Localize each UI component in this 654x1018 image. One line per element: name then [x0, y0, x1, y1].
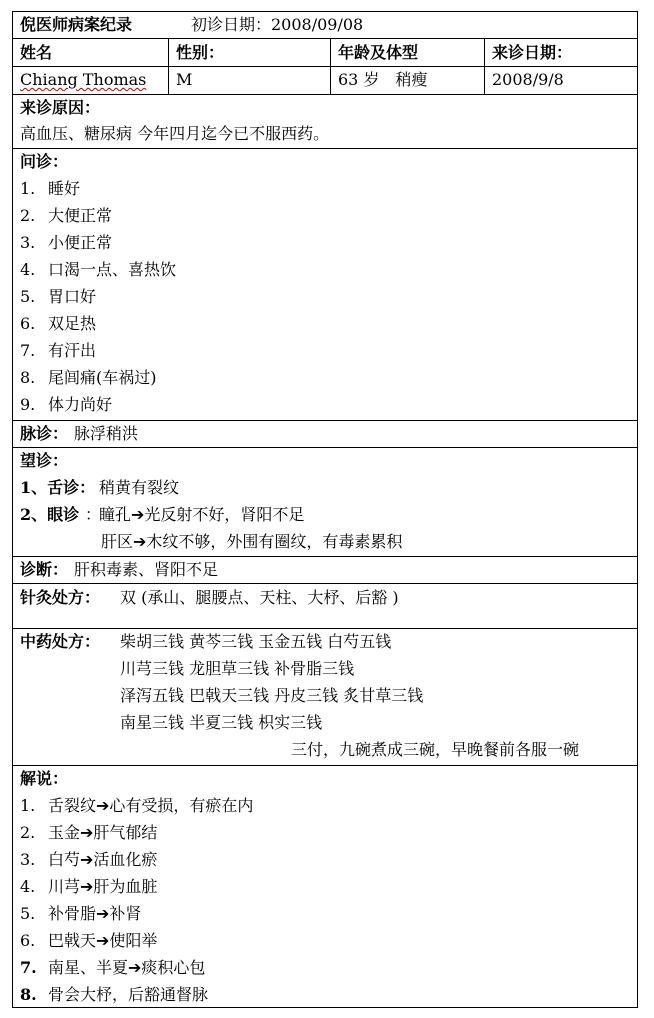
eye-line2-post: 木纹不够，外围有圈纹，有毒素累积 — [146, 532, 403, 551]
item-text — [48, 823, 157, 843]
divider — [13, 628, 637, 629]
label-name: 姓名 — [20, 43, 53, 62]
first-visit-date: 初诊日期：2008/09/08 — [191, 15, 364, 34]
item-number: 2. — [20, 823, 36, 842]
explanation-label: 解说： — [20, 769, 69, 788]
divider — [13, 148, 637, 149]
item-term: 川芎 — [48, 877, 81, 896]
herbal-instructions: 三付，九碗煮成三碗，早晚餐前各服一碗 — [291, 740, 580, 759]
item-number: 3. — [20, 233, 36, 252]
inspection-label: 望诊： — [20, 451, 69, 470]
item-number: 5. — [20, 287, 36, 306]
item-number: 4. — [20, 260, 36, 279]
item-meaning: 活血化瘀 — [93, 850, 158, 869]
divider — [13, 38, 637, 39]
item-text: 睡好 — [48, 179, 81, 198]
acupuncture-text: 双 (承山、腿腰点、天柱、大杼、后豁 ) — [120, 588, 399, 607]
reason-text: 高血压、糖尿病 今年四月迄今已不服西药。 — [20, 124, 330, 143]
diagnosis-label: 诊断： — [20, 560, 69, 579]
item-term: 巴戟天 — [48, 931, 97, 950]
diagnosis-text: 肝积毒素、肾阳不足 — [74, 560, 219, 579]
herbal-line: 川芎三钱 龙胆草三钱 补骨脂三钱 — [120, 659, 355, 678]
eye-line2-pre: 肝区 — [101, 532, 134, 551]
eye-line2 — [101, 532, 402, 552]
arrow-icon: ➔ — [131, 505, 145, 524]
medical-record — [12, 11, 638, 1008]
pulse-label: 脉诊： — [20, 424, 69, 443]
inquiry-label: 问诊： — [20, 152, 69, 171]
item-number: 7. — [20, 341, 36, 360]
item-term: 舌裂纹 — [48, 796, 97, 815]
eye-line1-post: 光反射不好，肾阳不足 — [144, 505, 305, 524]
item-text — [48, 958, 205, 978]
herbal-line: 柴胡三钱 黄芩三钱 玉金五钱 白芍五钱 — [120, 632, 392, 651]
label-visit-date: 来诊日期： — [492, 43, 573, 62]
item-number: 6. — [20, 931, 36, 950]
label-sex: 性别： — [176, 43, 225, 62]
arrow-icon: ➔ — [133, 532, 147, 551]
item-text: 小便正常 — [48, 233, 113, 252]
herbal-line: 南星三钱 半夏三钱 枳实三钱 — [120, 713, 323, 732]
item-text: 大便正常 — [48, 206, 113, 225]
divider — [13, 447, 637, 448]
item-number: 3. — [20, 850, 36, 869]
item-text: 尾闾痛(车祸过) — [48, 368, 157, 387]
herbal-line: 泽泻五钱 巴戟天三钱 丹皮三钱 炙甘草三钱 — [120, 686, 424, 705]
reason-label: 来诊原因： — [20, 98, 101, 117]
item-number: 4. — [20, 877, 36, 896]
item-number: 5. — [20, 904, 36, 923]
divider — [13, 583, 637, 584]
item-term: 补骨脂 — [48, 904, 97, 923]
patient-age-build: 63 岁 稍瘦 — [338, 70, 428, 89]
arrow-icon: ➔ — [96, 931, 110, 950]
divider — [13, 765, 637, 766]
item-number: 8. — [20, 985, 37, 1004]
record-title: 倪医师病案纪录 — [20, 15, 133, 34]
item-term: 南星、半夏 — [48, 958, 129, 977]
item-number: 2. — [20, 206, 36, 225]
item-term: 白芍 — [48, 850, 81, 869]
patient-visit-date: 2008/9/8 — [492, 70, 564, 89]
item-text: 双足热 — [48, 314, 97, 333]
eye-line1 — [99, 505, 304, 525]
item-number: 1. — [20, 179, 36, 198]
arrow-icon: ➔ — [96, 904, 110, 923]
item-text: 有汗出 — [48, 341, 97, 360]
item-text — [48, 796, 253, 816]
herbal-label: 中药处方： — [20, 632, 101, 651]
divider — [13, 66, 637, 67]
item-meaning: 肝气郁结 — [93, 823, 158, 842]
item-meaning: 心有受损，有瘀在内 — [109, 796, 254, 815]
arrow-icon: ➔ — [80, 850, 94, 869]
item-term: 玉金 — [48, 823, 81, 842]
item-text: 胃口好 — [48, 287, 97, 306]
item-number: 8. — [20, 368, 36, 387]
divider — [13, 556, 637, 557]
item-meaning: 肝为血脏 — [93, 877, 158, 896]
label-age-build: 年龄及体型 — [338, 43, 419, 62]
patient-name: Chiang Thomas — [20, 70, 147, 89]
item-text — [48, 931, 157, 951]
acupuncture-label: 针灸处方： — [20, 588, 101, 607]
eye-label: 2、眼诊 — [20, 505, 80, 524]
divider — [13, 420, 637, 421]
item-meaning: 痰积心包 — [141, 958, 206, 977]
item-text — [48, 904, 141, 924]
arrow-icon: ➔ — [80, 877, 94, 896]
arrow-icon: ➔ — [96, 796, 110, 815]
arrow-icon: ➔ — [128, 958, 142, 977]
item-number: 6. — [20, 314, 36, 333]
eye-line1-pre: 瞳孔 — [99, 505, 132, 524]
item-text: 体力尚好 — [48, 395, 113, 414]
eye-colon: ： — [85, 505, 102, 524]
item-text: 口渴一点、喜热饮 — [48, 260, 177, 279]
arrow-icon: ➔ — [80, 823, 94, 842]
item-text — [48, 850, 157, 870]
item-number: 9. — [20, 395, 36, 414]
item-number: 7. — [20, 958, 37, 977]
divider — [13, 94, 637, 95]
item-meaning: 补肾 — [109, 904, 142, 923]
patient-sex: M — [176, 70, 193, 89]
item-text: 骨会大杼，后豁通督脉 — [48, 985, 209, 1004]
tongue-text: 稍黄有裂纹 — [99, 478, 180, 497]
pulse-text: 脉浮稍洪 — [74, 424, 139, 443]
tongue-label: 1、舌诊： — [20, 478, 96, 497]
item-meaning: 使阳举 — [109, 931, 158, 950]
item-text — [48, 877, 157, 897]
item-number: 1. — [20, 796, 36, 815]
